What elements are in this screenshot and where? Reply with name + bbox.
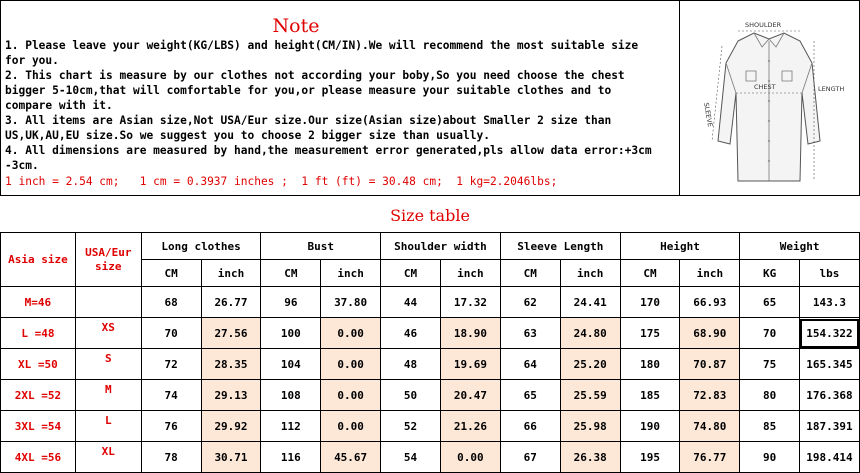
- value-cell: 54: [381, 442, 441, 473]
- value-cell: 175: [620, 318, 680, 349]
- table-row: [1, 287, 860, 318]
- value-cell: 74: [141, 380, 201, 411]
- usa-size-cell: XS: [75, 318, 141, 349]
- value-cell: 65: [500, 380, 560, 411]
- value-cell: 67: [500, 442, 560, 473]
- value-cell: 28.35: [201, 349, 261, 380]
- table-row: [1, 380, 860, 411]
- value-cell: 96: [261, 287, 321, 318]
- value-cell: 0.00: [440, 442, 500, 473]
- usa-size-cell: S: [75, 349, 141, 380]
- asia-size-header: Asia size: [1, 233, 76, 287]
- shirt-measurement-icon: [680, 1, 858, 196]
- value-cell: 70.87: [680, 349, 740, 380]
- value-cell: 62: [500, 287, 560, 318]
- value-cell: 29.92: [201, 411, 261, 442]
- value-cell: 0.00: [321, 349, 381, 380]
- note-line: -3cm.: [5, 159, 39, 172]
- value-cell: 29.13: [201, 380, 261, 411]
- usa-size-cell: XL: [75, 442, 141, 473]
- value-cell: 0.00: [321, 411, 381, 442]
- asia-size-cell: M=46: [1, 287, 76, 318]
- value-cell: 63: [500, 318, 560, 349]
- shoulder-label: SHOULDER: [745, 21, 782, 29]
- value-cell: 25.98: [560, 411, 620, 442]
- value-cell: 190: [620, 411, 680, 442]
- group-header: Weight: [740, 233, 860, 260]
- group-header: Bust: [261, 233, 381, 260]
- value-cell: 30.71: [201, 442, 261, 473]
- value-cell: 85: [740, 411, 800, 442]
- value-cell: 100: [261, 318, 321, 349]
- value-cell: 20.47: [440, 380, 500, 411]
- note-line: compare with it.: [5, 99, 113, 112]
- unit-header: inch: [201, 260, 261, 287]
- value-cell: 143.3: [799, 287, 859, 318]
- value-cell: 116: [261, 442, 321, 473]
- note-line: 2. This chart is measure by our clothes not according your boby,So you need choose the chest: [5, 69, 625, 82]
- value-cell: 154.322: [799, 318, 859, 349]
- value-cell: 26.38: [560, 442, 620, 473]
- value-cell: 45.67: [321, 442, 381, 473]
- value-cell: 21.26: [440, 411, 500, 442]
- value-cell: 195: [620, 442, 680, 473]
- chest-label: CHEST: [754, 83, 776, 91]
- value-cell: 68: [141, 287, 201, 318]
- value-cell: 108: [261, 380, 321, 411]
- unit-header: CM: [141, 260, 201, 287]
- unit-conversion-line: 1 inch = 2.54 cm; 1 cm = 0.3937 inches ; 1 ft (ft) = 30.48 cm; 1 kg=2.2046lbs;: [5, 175, 558, 188]
- value-cell: 0.00: [321, 318, 381, 349]
- table-row: [1, 411, 860, 442]
- value-cell: 165.345: [799, 349, 859, 380]
- unit-header: lbs: [799, 260, 859, 287]
- value-cell: 70: [141, 318, 201, 349]
- value-cell: 37.80: [321, 287, 381, 318]
- unit-header: CM: [381, 260, 441, 287]
- value-cell: 70: [740, 318, 800, 349]
- note-line: for you.: [5, 54, 59, 67]
- table-row: [1, 318, 860, 349]
- value-cell: 185: [620, 380, 680, 411]
- value-cell: 25.59: [560, 380, 620, 411]
- shirt-diagram-panel: [680, 0, 860, 196]
- value-cell: 64: [500, 349, 560, 380]
- value-cell: 18.90: [440, 318, 500, 349]
- note-panel: [0, 0, 680, 196]
- value-cell: 27.56: [201, 318, 261, 349]
- value-cell: 74.80: [680, 411, 740, 442]
- note-line: 1. Please leave your weight(KG/LBS) and height(CM/IN).We will recommend the most suitable size: [5, 39, 639, 52]
- value-cell: 72.83: [680, 380, 740, 411]
- value-cell: 75: [740, 349, 800, 380]
- group-header: Sleeve Length: [500, 233, 620, 260]
- usa-size-cell: L: [75, 411, 141, 442]
- value-cell: 50: [381, 380, 441, 411]
- unit-header: inch: [440, 260, 500, 287]
- value-cell: 24.41: [560, 287, 620, 318]
- unit-header: inch: [680, 260, 740, 287]
- value-cell: 68.90: [680, 318, 740, 349]
- value-cell: 17.32: [440, 287, 500, 318]
- value-cell: 66: [500, 411, 560, 442]
- value-cell: 48: [381, 349, 441, 380]
- value-cell: 170: [620, 287, 680, 318]
- value-cell: 66.93: [680, 287, 740, 318]
- value-cell: 25.20: [560, 349, 620, 380]
- value-cell: 0.00: [321, 380, 381, 411]
- table-row: [1, 349, 860, 380]
- unit-header: inch: [560, 260, 620, 287]
- asia-size-cell: XL =50: [1, 349, 76, 380]
- unit-header: CM: [620, 260, 680, 287]
- note-line: 4. All dimensions are measured by hand,the measurement error generated,pls allow data error:+3cm: [5, 144, 652, 157]
- asia-size-cell: 3XL =54: [1, 411, 76, 442]
- table-row: [1, 442, 860, 473]
- value-cell: 76.77: [680, 442, 740, 473]
- size-table: [0, 232, 860, 473]
- group-header: Shoulder width: [381, 233, 501, 260]
- value-cell: 176.368: [799, 380, 859, 411]
- value-cell: 187.391: [799, 411, 859, 442]
- note-line: bigger 5-10cm,that will comfortable for you,or please measure your suitable clothes and to: [5, 84, 612, 97]
- unit-header: inch: [321, 260, 381, 287]
- value-cell: 52: [381, 411, 441, 442]
- value-cell: 26.77: [201, 287, 261, 318]
- asia-size-cell: 2XL =52: [1, 380, 76, 411]
- group-header: Height: [620, 233, 740, 260]
- note-line: US,UK,AU,EU size.So we suggest you to choose 2 bigger size than usually.: [5, 129, 490, 142]
- usa-size-cell: [75, 287, 141, 318]
- value-cell: 44: [381, 287, 441, 318]
- unit-header: CM: [261, 260, 321, 287]
- value-cell: 90: [740, 442, 800, 473]
- size-table-title: Size table: [390, 206, 470, 225]
- group-header: Long clothes: [141, 233, 261, 260]
- unit-header: CM: [500, 260, 560, 287]
- value-cell: 180: [620, 349, 680, 380]
- asia-size-cell: L =48: [1, 318, 76, 349]
- value-cell: 78: [141, 442, 201, 473]
- value-cell: 80: [740, 380, 800, 411]
- value-cell: 46: [381, 318, 441, 349]
- length-label: LENGTH: [818, 85, 845, 93]
- unit-header: KG: [740, 260, 800, 287]
- value-cell: 24.80: [560, 318, 620, 349]
- value-cell: 104: [261, 349, 321, 380]
- value-cell: 112: [261, 411, 321, 442]
- note-title: Note: [272, 15, 320, 37]
- sleeve-label: SLEEVE: [702, 101, 715, 128]
- usa-size-cell: M: [75, 380, 141, 411]
- asia-size-cell: 4XL =56: [1, 442, 76, 473]
- value-cell: 72: [141, 349, 201, 380]
- usa-eur-size-header: USA/Eur size: [75, 233, 141, 287]
- note-line: 3. All items are Asian size,Not USA/Eur size.Our size(Asian size)about Smaller 2 size than: [5, 114, 612, 127]
- value-cell: 198.414: [799, 442, 859, 473]
- value-cell: 65: [740, 287, 800, 318]
- value-cell: 76: [141, 411, 201, 442]
- value-cell: 19.69: [440, 349, 500, 380]
